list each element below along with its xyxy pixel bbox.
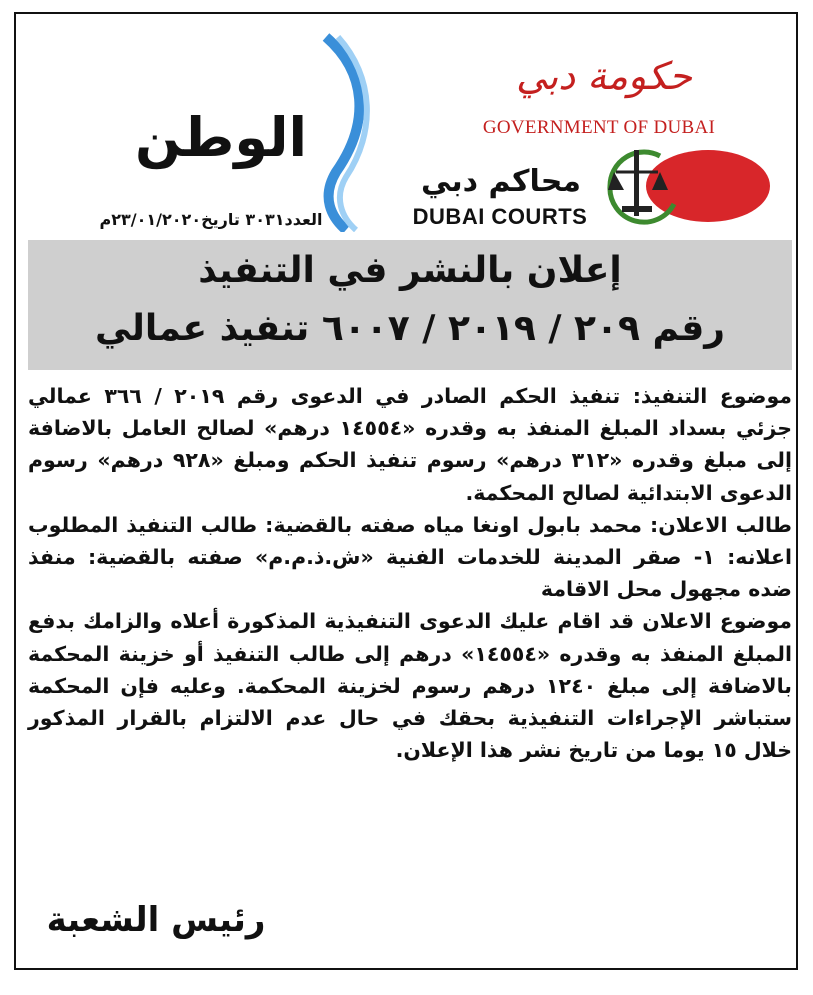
courts-name-arabic: محاكم دبي xyxy=(421,164,581,199)
announcement-body xyxy=(28,380,792,766)
notice-subject-paragraph: موضوع الاعلان قد اقام عليك الدعوى التنفيذية المذكورة أعلاه والزامك بدفع المبلغ المنفذ به وقدره «١٤٥٥٤» درهم إلى طالب التنفيذ أو خزينة المحكمة بالاضافة إلى مبلغ ١٢٤٠ درهم رسوم لخزينة المحكمة. وعليه فإن المحكمة ستباشر الإجراءات التنفيذية بحقك في حال عدم الالتزام بالقرار المذكور خلال ١٥ يوما من تاريخ نشر هذا الإعلان. xyxy=(28,609,792,763)
courts-name-english: DUBAI COURTS xyxy=(412,204,588,229)
header xyxy=(16,14,796,240)
case-number-title: رقم ٢٠٩ / ٢٠١٩ / ٦٠٠٧ تنفيذ عمالي xyxy=(94,308,726,349)
announcement-title: إعلان بالنشر في التنفيذ xyxy=(198,250,622,291)
newspaper-issue-line: العدد٣٠٣١ تاريخ٢٣/٠١/٢٠٢٠م xyxy=(99,210,323,229)
government-name-arabic: حكومة دبي xyxy=(515,54,693,98)
government-name-english: GOVERNMENT OF DUBAI xyxy=(482,117,716,138)
dubai-courts-emblem-icon xyxy=(600,146,770,226)
notice-parties-paragraph: طالب الاعلان: محمد بابول اونغا مياه صفته بالقضية: طالب التنفيذ المطلوب اعلانه: ١- صقر المدينة للخدمات الفنية «ش.ذ.م.م» صفته بالقضية: منفذ ضده مجهول محل الاقامة xyxy=(28,512,792,602)
newspaper-name: الوطن xyxy=(134,106,308,169)
signature-title: رئيس الشعبة xyxy=(46,900,266,940)
title-band xyxy=(28,240,792,370)
execution-subject-paragraph: موضوع التنفيذ: تنفيذ الحكم الصادر في الدعوى رقم ٢٠١٩ / ٣٦٦ عمالي جزئي بسداد المبلغ المنفذ به وقدره «١٤٥٥٤ درهم» لصالح العامل بالاضافة إلى مبلغ وقدره «٣١٢ درهم» رسوم تنفيذ الحكم ومبلغ «٩٢٨ درهم» رسوم الدعوى الابتدائية لصالح المحكمة. xyxy=(28,384,792,505)
